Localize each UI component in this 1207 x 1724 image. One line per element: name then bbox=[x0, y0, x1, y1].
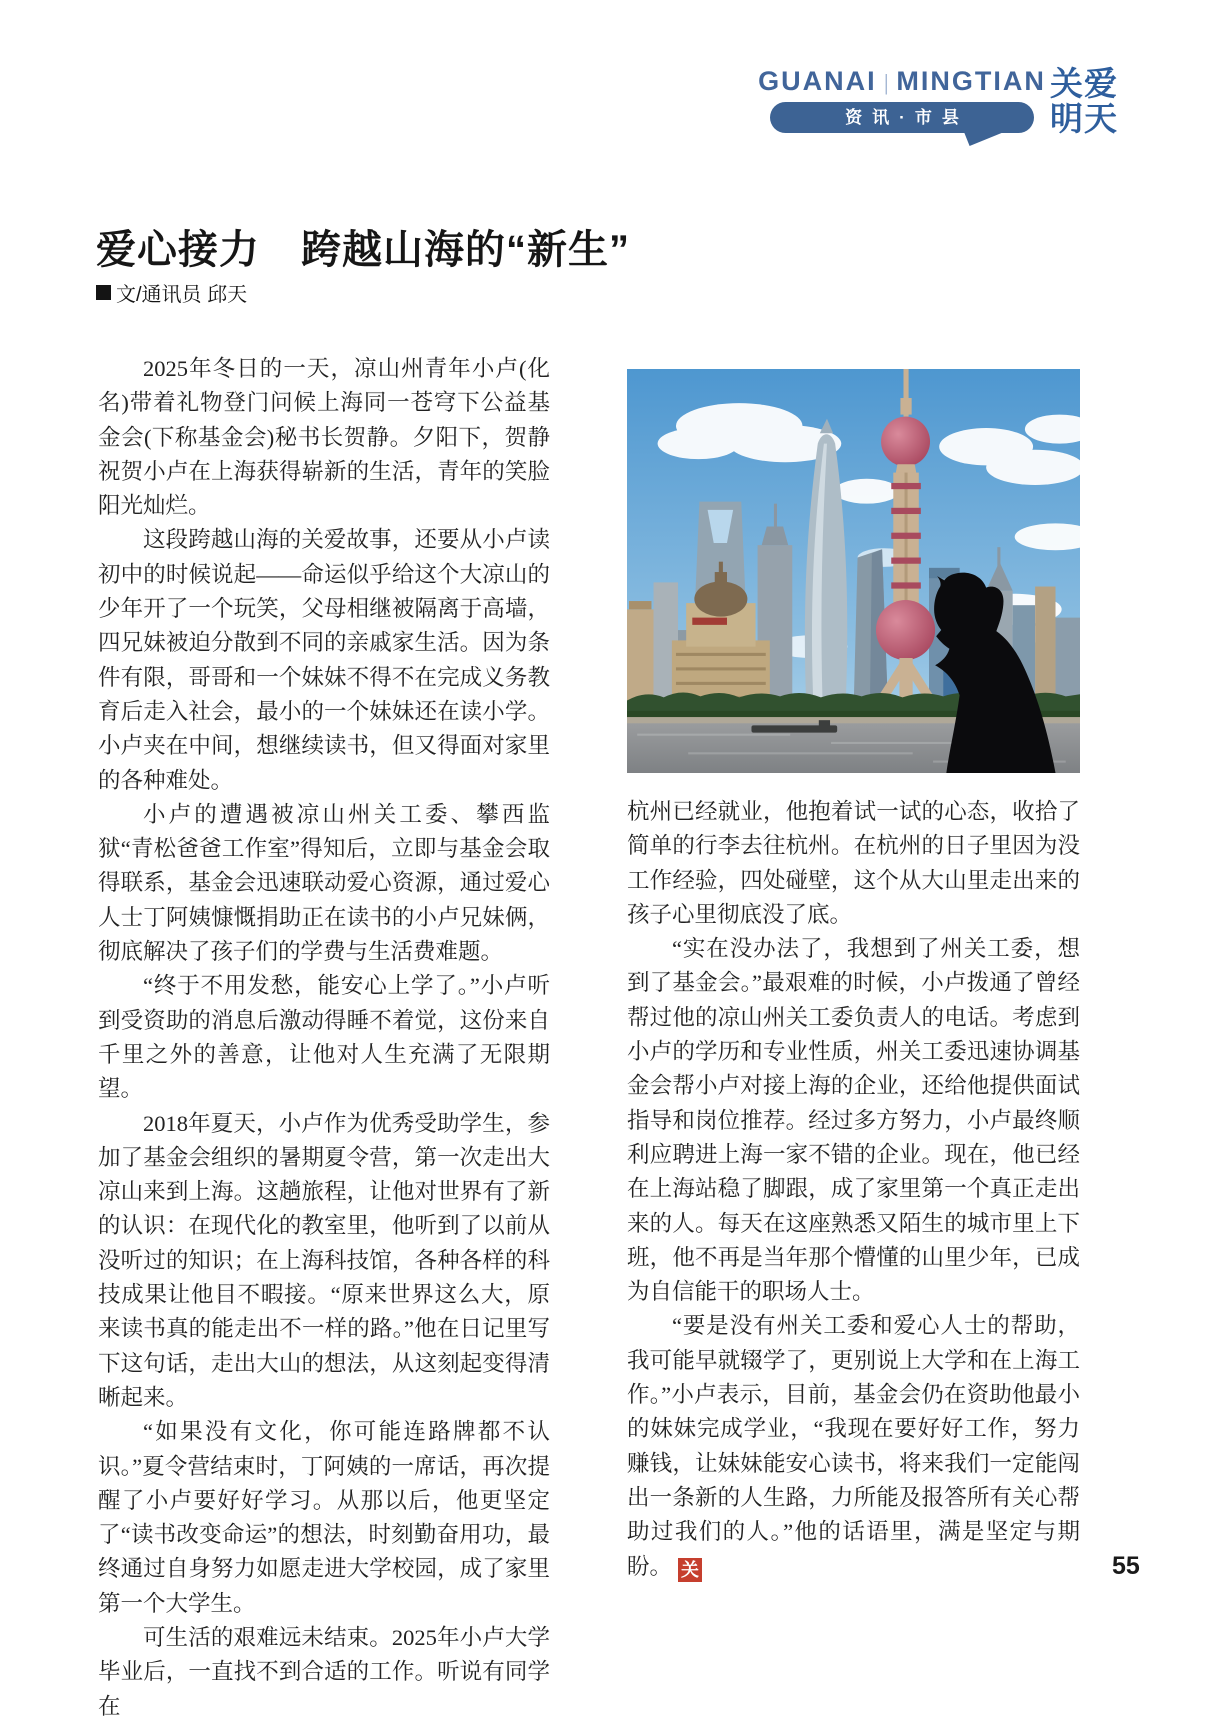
page-number: 55 bbox=[1112, 1552, 1140, 1580]
article-column-right bbox=[627, 352, 1080, 1584]
brand-primary: GUANAI bbox=[758, 66, 877, 96]
paragraph: 小卢的遭遇被凉山州关工委、攀西监狱“青松爸爸工作室”得知后，立即与基金会取得联系，基金会迅速联动爱心资源，通过爱心人士丁阿姨慷慨捐助正在读书的小卢兄妹俩，彻底解决了孩子们的学费与生活费难题。 bbox=[98, 801, 550, 965]
section-banner bbox=[770, 102, 1034, 133]
paragraph: “实在没办法了，我想到了州关工委，想到了基金会。”最艰难的时候，小卢拨通了曾经帮过他的凉山州关工委负责人的电话。考虑到小卢的学历和专业性质，州关工委迅速协调基金会帮小卢对接上海的企业，还给他提供面试指导和岗位推荐。经过多方努力，小卢最终顺利应聘进上海一家不错的企业。现在，他已经在上海站稳了脚跟，成了家里第一个真正走出来的人。每天在这座熟悉又陌生的城市里上下班，他不再是当年那个懵懂的山里少年，已成为自信能干的职场人士。 bbox=[627, 936, 1080, 1305]
paragraph: 2025年冬日的一天，凉山州青年小卢(化名)带着礼物登门问候上海同一苍穹下公益基金会(下称基金会)秘书长贺静。夕阳下，贺静祝贺小卢在上海获得崭新的生活，青年的笑脸阳光灿烂。 bbox=[98, 356, 550, 519]
paragraph-text: “要是没有州关工委和爱心人士的帮助，我可能早就辍学了，更别说上大学和在上海工作。”小卢表示，目前，基金会仍在资助他最小的妹妹完成学业，“我现在要好好工作，努力赚钱，让妹妹能安心读书，将来我们一定能闯出一条新的人生路，力所能及报答所有关心帮助过我们的人。”他的话语里，满是坚定与期盼。 bbox=[627, 1313, 1080, 1579]
paragraph: 2018年夏天，小卢作为优秀受助学生，参加了基金会组织的暑期夏令营，第一次走出大凉山来到上海。这趟旅程，让他对世界有了新的认识：在现代化的教室里，他听到了以前从没听过的知识；在上海科技馆，各种各样的科技成果让他目不暇接。“原来世界这么大，原来读书真的能走出不一样的路。”他在日记里写下这句话，走出大山的想法，从这刻起变得清晰起来。 bbox=[98, 1110, 550, 1410]
paragraph: 可生活的艰难远未结束。2025年小卢大学毕业后，一直找不到合适的工作。听说有同学在 bbox=[98, 1624, 550, 1719]
paragraph bbox=[627, 1309, 1080, 1583]
brand-wordmark bbox=[758, 66, 1046, 97]
paragraph: “如果没有文化，你可能连路牌都不认识。”夏令营结束时，丁阿姨的一席话，再次提醒了小卢要好好学习。从那以后，他更坚定了“读书改变命运”的想法，时刻勤奋用功，最终通过自身努力如愿走进大学校园，成了家里第一个大学生。 bbox=[98, 1419, 550, 1616]
paragraph: 杭州已经就业，他抱着试一试的心态，收拾了简单的行李去往杭州。在杭州的日子里因为没工作经验，四处碰壁，这个从大山里走出来的孩子心里彻底没了底。 bbox=[627, 799, 1080, 927]
byline bbox=[96, 278, 247, 307]
shanghai-skyline-photo bbox=[627, 369, 1080, 773]
byline-square-bullet bbox=[96, 285, 111, 300]
section-label: 资讯·市县 bbox=[845, 108, 969, 127]
paragraph: “终于不用发愁，能安心上学了。”小卢听到受资助的消息后激动得睡不着觉，这份来自千里之外的善意，让他对人生充满了无限期望。 bbox=[98, 973, 550, 1102]
guanai-mingtian-logo bbox=[1050, 66, 1118, 136]
masthead-brand bbox=[758, 66, 1046, 133]
speech-bubble-tail bbox=[964, 132, 1004, 146]
page-title: 爱心接力 跨越山海的“新生” bbox=[96, 228, 630, 272]
article-column-left bbox=[98, 352, 550, 1724]
masthead bbox=[758, 65, 1118, 137]
article-end-mark: 关 bbox=[678, 1558, 702, 1582]
brand-separator: | bbox=[884, 70, 889, 95]
logo-line-2: 明天 bbox=[1050, 100, 1118, 137]
logo-line-1: 关爱 bbox=[1050, 65, 1118, 102]
brand-secondary: MINGTIAN bbox=[896, 66, 1046, 96]
paragraph: 这段跨越山海的关爱故事，还要从小卢读初中的时候说起——命运似乎给这个大凉山的少年开了一个玩笑，父母相继被隔离于高墙，四兄妹被迫分散到不同的亲戚家生活。因为条件有限，哥哥和一个妹妹不得不在完成义务教育后走入社会，最小的一个妹妹还在读小学。小卢夹在中间，想继续读书，但又得面对家里的各种难处。 bbox=[98, 527, 550, 793]
byline-text: 文/通讯员 邱天 bbox=[116, 284, 248, 306]
